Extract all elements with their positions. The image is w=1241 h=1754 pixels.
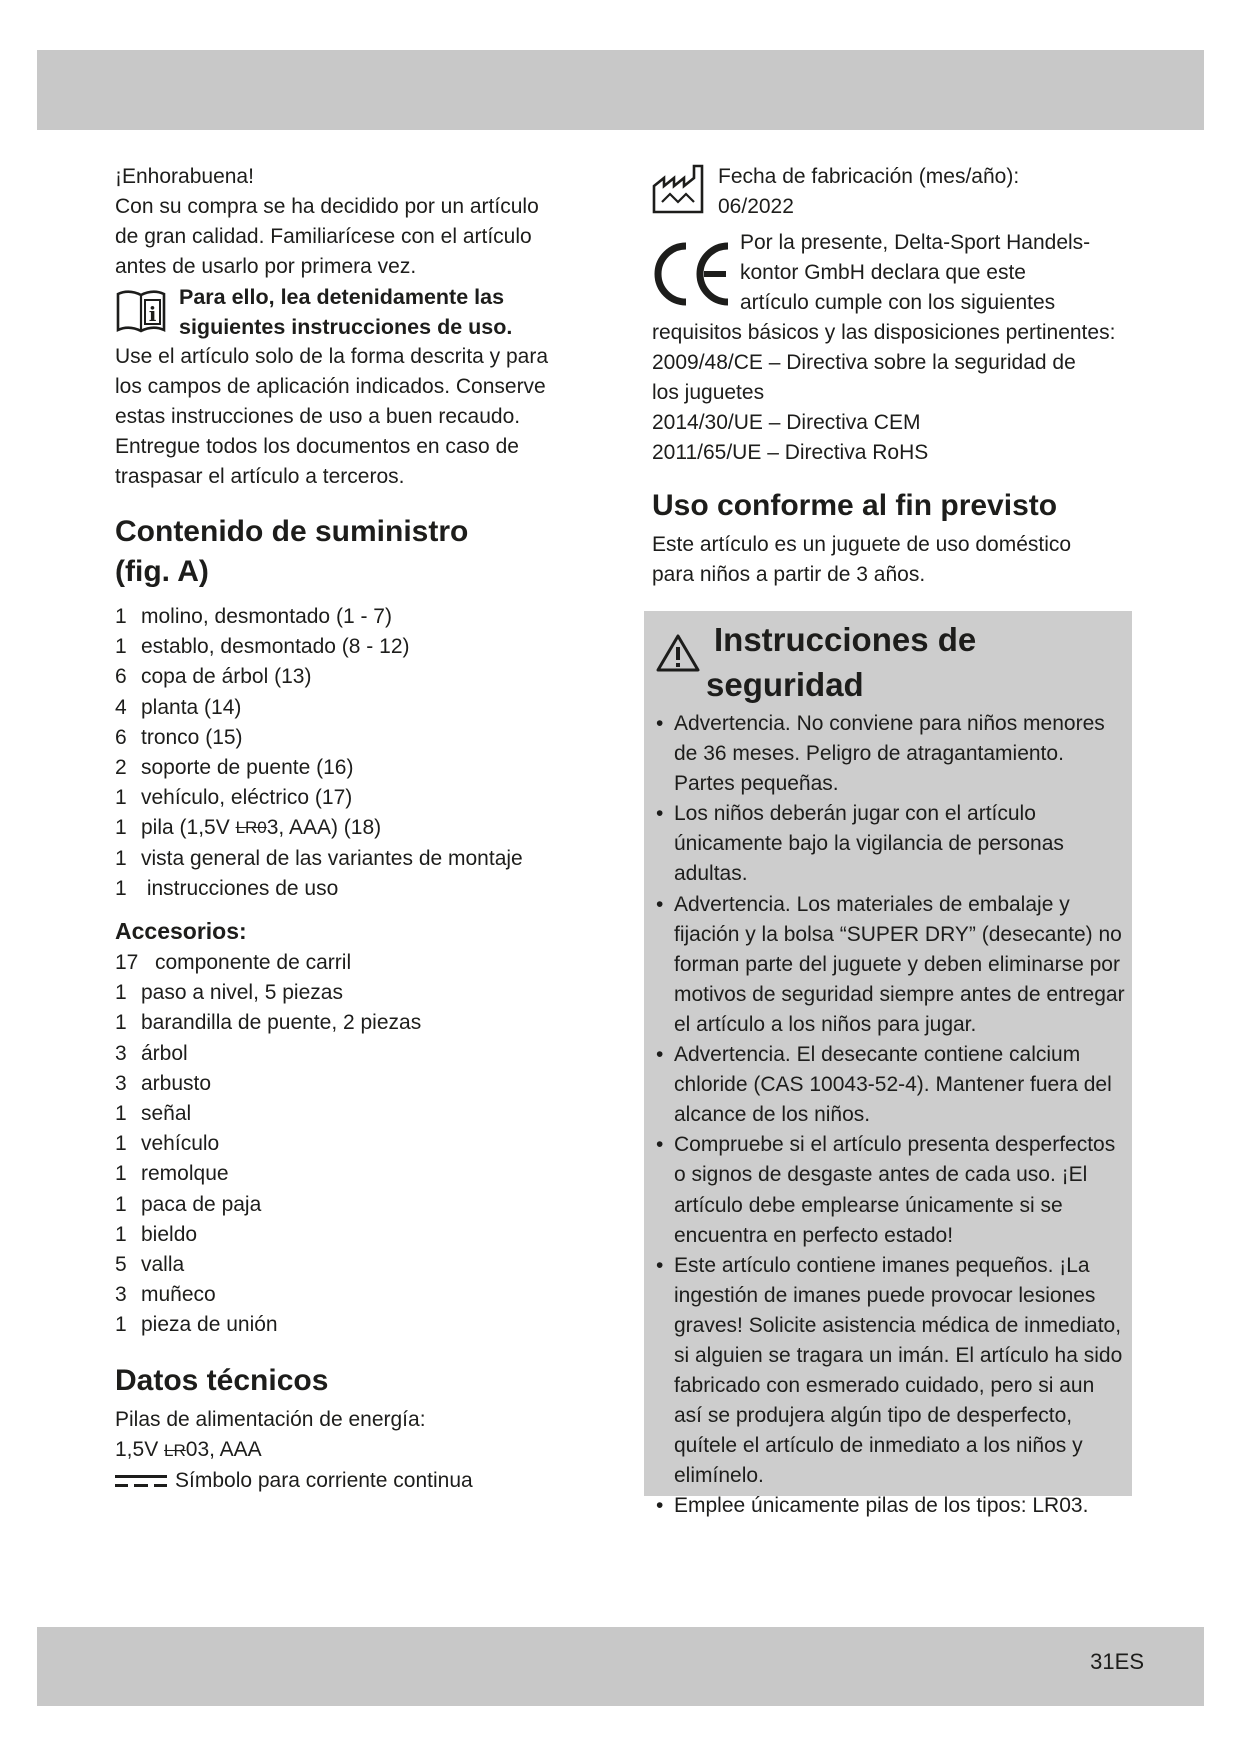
contents-title-line1: Contenido de suministro [115, 515, 469, 548]
conformity-line: requisitos básicos y las disposiciones pertinentes: [652, 321, 1116, 344]
intro-line: antes de usarlo por primera vez. [115, 255, 417, 278]
conformity-line: 2014/30/UE – Directiva CEM [652, 411, 921, 434]
safety-box [644, 611, 1132, 1518]
usage-line: Use el artículo solo de la forma descrita y para [115, 345, 549, 368]
list-item: 6 copa de árbol (13) [115, 665, 312, 689]
warning-icon [656, 633, 700, 673]
left-column [115, 162, 585, 1496]
direct-current-icon [115, 1474, 167, 1488]
factory-icon [652, 164, 704, 214]
intended-use-heading: Uso conforme al fin previsto [652, 489, 1058, 522]
ce-mark-icon [652, 238, 738, 310]
safety-bullet: • Compruebe si el artículo presenta desperfectos o signos de desgaste antes de cada uso. ¡El artículo debe emplearse únicamente si se encuentra en perfecto estado! [656, 1130, 1126, 1250]
technical-line: 1,5V LR03, AAA [115, 1435, 585, 1466]
list-item: 1 bieldo [115, 1222, 198, 1246]
conformity-line: 2009/48/CE – Directiva sobre la seguridad de [652, 351, 1076, 374]
list-item: 4 planta (14) [115, 695, 242, 719]
list-item: 3 arbusto [115, 1071, 212, 1095]
safety-bullet: • Los niños deberán jugar con el artículo únicamente bajo la vigilancia de personas adultas. [656, 799, 1126, 889]
list-item: 1 pila (1,5V LR0 3, AAA) (18) [115, 813, 585, 843]
safety-title-line1: Instrucciones de [714, 621, 977, 658]
contents-list [115, 602, 585, 904]
intro-section [115, 162, 585, 492]
usage-line: estas instrucciones de uso a buen recaudo. [115, 405, 521, 428]
list-item: 1 instrucciones de uso [115, 876, 339, 900]
footer-bar [37, 1627, 1204, 1706]
safety-title-line2: seguridad [706, 666, 864, 703]
list-item: 2 soporte de puente (16) [115, 756, 354, 780]
conformity-line: artículo cumple con los siguientes [740, 291, 1056, 314]
book-info-icon [115, 286, 167, 336]
list-item: 17 componente de carril [115, 951, 352, 975]
safety-bullet: • Advertencia. No conviene para niños menores de 36 meses. Peligro de atragantamiento. Partes pequeñas. [656, 709, 1126, 799]
list-item: 1 establo, desmontado (8 - 12) [115, 635, 410, 659]
conformity-line: los juguetes [652, 381, 765, 404]
accessories-list [115, 948, 585, 1341]
contents-heading [115, 512, 585, 592]
intended-use-line: para niños a partir de 3 años. [652, 563, 926, 586]
note-bold-line: siguientes instrucciones de uso. [179, 315, 513, 339]
strikethrough-text: LR [164, 1440, 186, 1460]
safety-heading [652, 617, 1122, 707]
intended-use-line: Este artículo es un juguete de uso doméstico [652, 533, 1072, 556]
accessories-heading: Accesorios: [115, 918, 247, 945]
technical-heading: Datos técnicos [115, 1363, 329, 1397]
intro-line: Con su compra se ha decidido por un artículo [115, 195, 539, 218]
congrats-text: ¡Enhorabuena! [115, 165, 254, 188]
ce-declaration [652, 228, 1132, 318]
list-item: 1 barandilla de puente, 2 piezas [115, 1011, 422, 1035]
list-item: 1 molino, desmontado (1 - 7) [115, 605, 392, 628]
svg-text:i: i [148, 302, 157, 326]
usage-line: Entregue todos los documentos en caso de [115, 435, 519, 458]
manufacture-label: Fecha de fabricación (mes/año): [718, 165, 1020, 188]
list-item: 1 pieza de unión [115, 1313, 278, 1337]
strikethrough-text: LR0 [235, 818, 267, 838]
right-column [652, 162, 1132, 590]
safety-bullet: • Advertencia. Los materiales de embalaje y fijación y la bolsa “SUPER DRY” (desecante) no forman parte del juguete y deben eliminarse por motivos de seguridad siempre antes de entregar el artículo a los niños para jugar. [656, 890, 1126, 1040]
safety-bullet: • Este artículo contiene imanes pequeños. ¡La ingestión de imanes puede provocar lesiones graves! Solicite asistencia médica de inmediato, si alguien se tragara un imán. El artículo ha sido fabricado con esmerado cuidado, pero si aun así se produjera algún tipo de desperfecto, quítele el artículo de inmediato a los niños y elimínelo. [656, 1251, 1126, 1492]
list-item: 1 remolque [115, 1162, 229, 1186]
manufacture-date [652, 162, 1132, 222]
header-bar [37, 50, 1204, 130]
list-item: 1 señal [115, 1102, 192, 1126]
conformity-line: 2011/65/UE – Directiva RoHS [652, 441, 929, 464]
list-item: 1 vehículo [115, 1132, 220, 1156]
read-instructions-note [115, 282, 585, 342]
page-number: 31ES [1090, 1649, 1144, 1674]
technical-line: Pilas de alimentación de energía: [115, 1407, 426, 1431]
note-bold-line: Para ello, lea detenidamente las [179, 285, 505, 309]
usage-line: traspasar el artículo a terceros. [115, 465, 405, 488]
list-item: 1 vehículo, eléctrico (17) [115, 786, 353, 810]
intro-line: de gran calidad. Familiarícese con el artículo [115, 225, 532, 248]
list-item: 3 árbol [115, 1041, 188, 1065]
usage-line: los campos de aplicación indicados. Conserve [115, 375, 546, 398]
contents-title-line2: (fig. A) [115, 555, 209, 588]
dc-symbol-line: Símbolo para corriente continua [115, 1466, 585, 1496]
list-item: 3 muñeco [115, 1283, 216, 1307]
conformity-line: Por la presente, Delta-Sport Handels- [740, 231, 1091, 254]
list-item: 5 valla [115, 1253, 185, 1277]
conformity-line: kontor GmbH declara que este [740, 261, 1026, 284]
safety-bullets [656, 709, 1126, 1522]
safety-bullet: • Advertencia. El desecante contiene calcium chloride (CAS 10043-52-4). Mantener fuera del alcance de los niños. [656, 1040, 1126, 1130]
list-item: 1 paso a nivel, 5 piezas [115, 981, 343, 1005]
manufacture-value: 06/2022 [718, 195, 794, 218]
safety-bullet: • Emplee únicamente pilas de los tipos: LR03. [656, 1491, 1126, 1521]
list-item: 6 tronco (15) [115, 725, 243, 749]
list-item: 1 paca de paja [115, 1192, 262, 1216]
list-item: 1 vista general de las variantes de montaje [115, 846, 523, 870]
